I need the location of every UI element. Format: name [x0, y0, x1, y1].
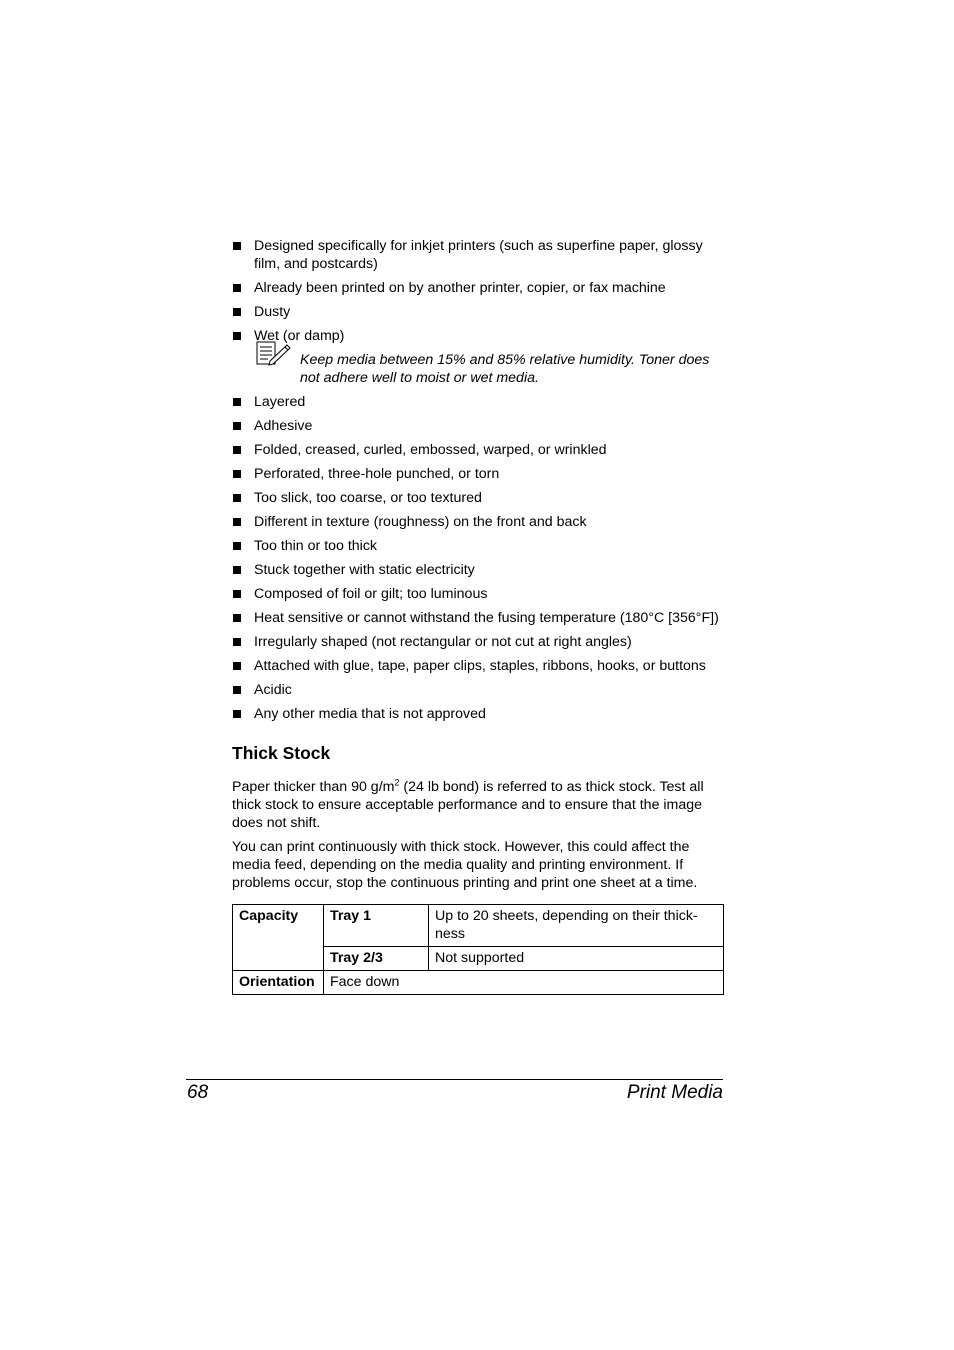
list-item-text: Designed specifically for inkjet printers (such as superfine paper, glossy film, and postcards) [254, 238, 703, 272]
table-row [233, 971, 724, 995]
humidity-note [232, 351, 724, 387]
note-pencil-icon [256, 341, 292, 367]
list-item [232, 633, 724, 651]
square-bullet-icon [233, 242, 241, 250]
list-item [232, 681, 724, 699]
square-bullet-icon [233, 308, 241, 316]
list-item [232, 465, 724, 483]
list-item-text: Acidic [254, 682, 292, 698]
list-item-text: Dusty [254, 304, 291, 320]
list-item-text: Too thin or too thick [254, 538, 378, 554]
superscript: 2 [394, 777, 400, 788]
square-bullet-icon [233, 662, 241, 670]
unsuitable-media-list-bottom [232, 393, 724, 723]
list-item [232, 393, 724, 411]
thick-stock-spec-table [232, 904, 724, 995]
square-bullet-icon [233, 614, 241, 622]
list-item-text: Too slick, too coarse, or too textured [254, 490, 482, 506]
list-item [232, 561, 724, 579]
table-row [233, 905, 724, 947]
list-item-text: Composed of foil or gilt; too luminous [254, 586, 488, 602]
square-bullet-icon [233, 590, 241, 598]
list-item-text: Attached with glue, tape, paper clips, staples, ribbons, hooks, or buttons [254, 658, 706, 674]
square-bullet-icon [233, 710, 241, 718]
tray23-value-cell: Not supported [429, 947, 724, 971]
square-bullet-icon [233, 470, 241, 478]
square-bullet-icon [233, 518, 241, 526]
list-item-text: Layered [254, 394, 306, 410]
list-item [232, 705, 724, 723]
list-item [232, 279, 724, 297]
square-bullet-icon [233, 284, 241, 292]
square-bullet-icon [233, 638, 241, 646]
list-item [232, 417, 724, 435]
orientation-value-cell: Face down [324, 971, 724, 995]
list-item-text: Stuck together with static electricity [254, 562, 475, 578]
page-content [232, 237, 724, 995]
list-item-text: Irregularly shaped (not rectangular or not cut at right angles) [254, 634, 632, 650]
square-bullet-icon [233, 566, 241, 574]
list-item-text: Folded, creased, curled, embossed, warped, or wrinkled [254, 442, 607, 458]
list-item-text: Different in texture (roughness) on the front and back [254, 514, 587, 530]
list-item [232, 657, 724, 675]
list-item-text: Wet (or damp) [254, 328, 345, 344]
list-item [232, 327, 724, 345]
list-item [232, 537, 724, 555]
list-item-text: Adhesive [254, 418, 313, 434]
square-bullet-icon [233, 686, 241, 694]
square-bullet-icon [233, 542, 241, 550]
thick-stock-definition [232, 778, 724, 832]
section-heading: Thick Stock [232, 743, 331, 763]
list-item [232, 513, 724, 531]
list-item [232, 303, 724, 321]
thick-stock-continuous-print: You can print continuously with thick stock. However, this could affect the media feed, depending on the media quality and printing environment. If problems occur, stop the continuous printing and print one sheet at a time. [232, 839, 698, 891]
para-text-start: Paper thicker than 90 g/m [232, 779, 395, 795]
square-bullet-icon [233, 398, 241, 406]
list-item-text: Any other media that is not approved [254, 706, 486, 722]
footer-divider [186, 1079, 723, 1080]
square-bullet-icon [233, 422, 241, 430]
list-item [232, 489, 724, 507]
list-item [232, 609, 724, 627]
para-text-end: (24 lb bond) is referred to as thick stock. Test all thick stock to ensure acceptable performance and to ensure that the image does not shift. [232, 779, 704, 831]
unsuitable-media-list-top [232, 237, 724, 345]
list-item [232, 237, 724, 273]
capacity-label-cell: Capacity [233, 905, 324, 971]
tray1-label-cell: Tray 1 [324, 905, 429, 947]
orientation-label-cell: Orientation [233, 971, 324, 995]
note-text: Keep media between 15% and 85% relative humidity. Toner does not adhere well to moist or wet media. [300, 352, 710, 386]
list-item-text: Heat sensitive or cannot withstand the fusing temperature (180°C [356°F]) [254, 610, 719, 626]
tray23-label-cell: Tray 2/3 [324, 947, 429, 971]
list-item [232, 441, 724, 459]
square-bullet-icon [233, 446, 241, 454]
list-item-text: Perforated, three-hole punched, or torn [254, 466, 500, 482]
list-item [232, 585, 724, 603]
list-item-text: Already been printed on by another printer, copier, or fax machine [254, 280, 666, 296]
tray1-value-cell: Up to 20 sheets, depending on their thick-ness [429, 905, 724, 947]
square-bullet-icon [233, 332, 241, 340]
page-number: 68 [187, 1082, 209, 1103]
square-bullet-icon [233, 494, 241, 502]
footer-chapter-title: Print Media [626, 1082, 723, 1103]
